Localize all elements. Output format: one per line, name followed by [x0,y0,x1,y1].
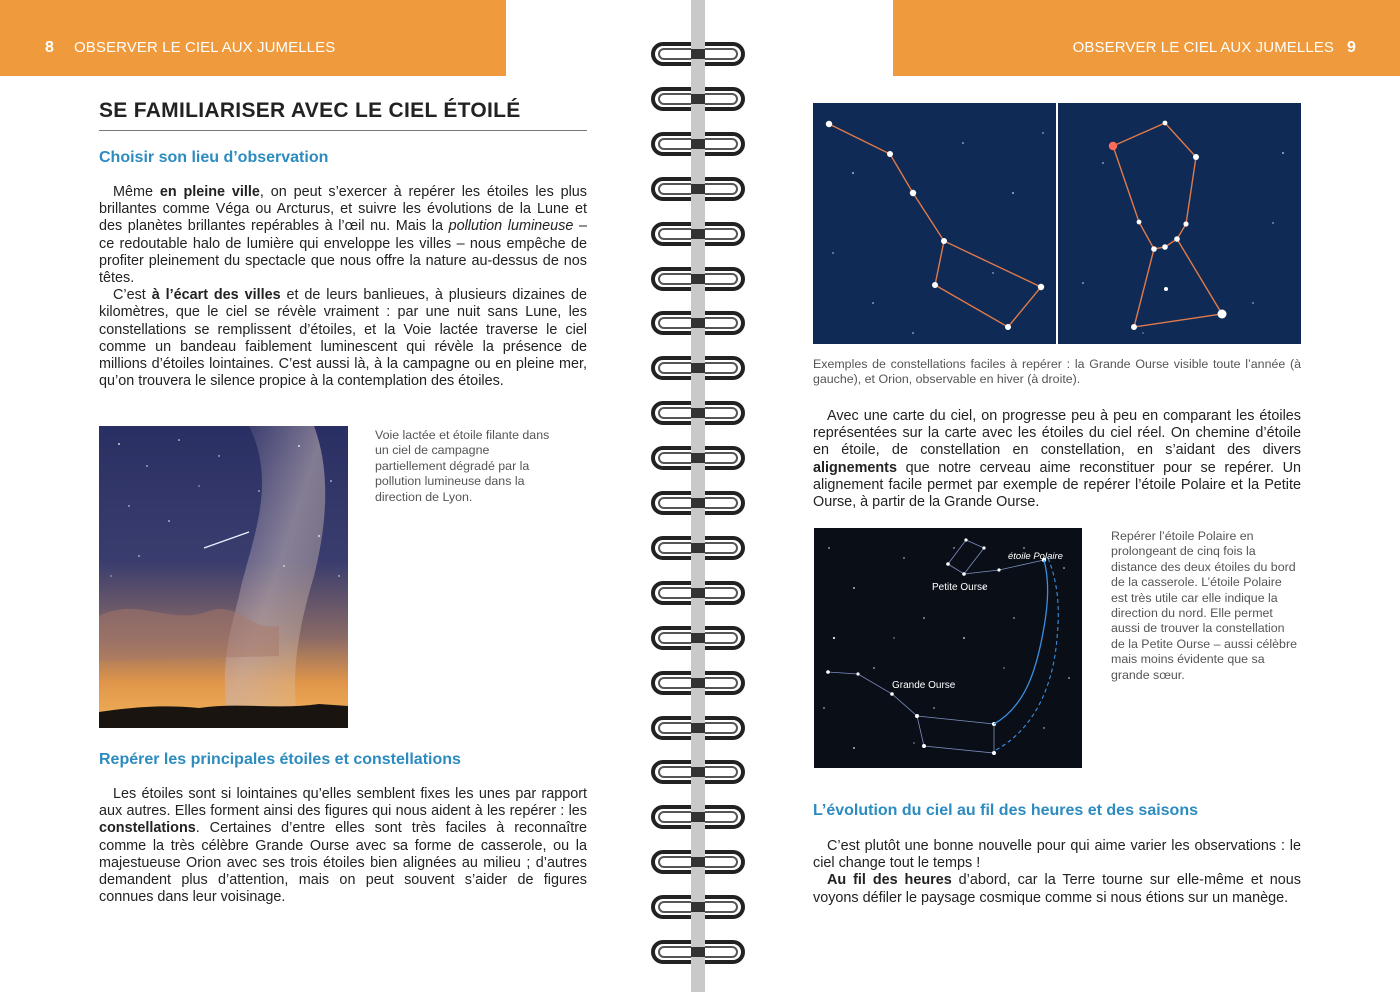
section-heading-observation: Choisir son lieu d’observation [99,149,329,166]
binding-ring [651,444,745,472]
polaris-caption: Repérer l’étoile Polaire en prolongeant de cinq fois la distance des deux étoiles du bord de la casserole. L’étoile Polaire est très utile car elle indique la direction du nord. Elle permet aussi de trouver la constellation de la Petite Ourse – aussi célèbre mais moins évidente que sa grande sœur. [1111,529,1297,682]
text-observation [99,184,587,390]
binding-ring [651,130,745,158]
binding-ring [651,893,745,921]
label-petite-ourse: Petite Ourse [932,582,988,593]
section-heading-constellations: Repérer les principales étoiles et constellations [99,751,461,768]
label-polaris: étoile Polaire [1008,551,1063,562]
constellations-caption: Exemples de constellations faciles à repérer : la Grande Ourse visible toute l’année (à gauche), et Orion, observable en hiver (à droite). [813,357,1301,387]
paragraph: Avec une carte du ciel, on progresse peu à peu en comparant les étoiles représentées sur la carte avec les étoiles du ciel réel. On chemine d’étoile en étoile, de constellation en constellation, en s’aidant des divers alignements que notre cerveau aime reconstituer pour se repérer. Un alignement facile permet par exemple de repérer l’étoile Polaire et la Petite Ourse, à partir de la Grande Ourse. [813,408,1301,511]
header-title-right: OBSERVER LE CIEL AUX JUMELLES [1072,39,1334,56]
binding-ring [651,714,745,742]
binding-ring [651,669,745,697]
binding-ring [651,309,745,337]
binding-ring [651,848,745,876]
page-title: SE FAMILIARISER AVEC LE CIEL ÉTOILÉ [99,99,587,131]
binding-ring [651,803,745,831]
binding-ring [651,40,745,68]
text-constellations [99,786,587,906]
binding-ring [651,175,745,203]
page-number-left: 8 [45,39,54,56]
constellations-image [813,103,1301,344]
paragraph: Même en pleine ville, on peut s’exercer à repérer les étoiles les plus brillantes comme Véga ou Arcturus, et suivre les évolutions de la Lune et des planètes brillantes repérables à l’œil nu. Mais la pollution lumineuse – ce redoutable halo de lumière qui enveloppe les villes – nous empêche de profiter pleinement du spectacle que nous offre la nature au-dessus de nos têtes. [99,184,587,287]
binding-ring [651,354,745,382]
header-right [893,0,1400,76]
paragraph: Les étoiles sont si lointaines qu’elles semblent fixes les unes par rapport aux autres. Elles forment ainsi des figures qui nous aident à les repérer : les constellations. Certaines d’entre elles sont très faciles à reconnaître comme la très célèbre Grande Ourse avec sa forme de casserole, ou la majestueuse Orion avec ses trois étoiles bien alignées au milieu ; d’autres demandent plus d’attention, mais on peut souvent s’aider de figures connues dans leur voisinage. [99,786,587,906]
text-evolution [813,838,1301,907]
polaris-finder-image [814,528,1082,768]
binding-ring [651,624,745,652]
binding-ring [651,265,745,293]
binding-ring [651,534,745,562]
binding-ring [651,399,745,427]
photo-caption: Voie lactée et étoile filante dans un ciel de campagne partiellement dégradé par la pollution lumineuse dans la direction de Lyon. [375,428,550,504]
text-star-chart [813,408,1301,511]
milky-way-photo [99,426,348,728]
binding-ring [651,220,745,248]
paragraph: C’est plutôt une bonne nouvelle pour qui aime varier les observations : le ciel change tout le temps ! [813,838,1301,872]
header-left [0,0,506,76]
label-grande-ourse: Grande Ourse [892,680,956,691]
binding-ring [651,85,745,113]
page-number-right: 9 [1347,39,1356,56]
header-title-left: OBSERVER LE CIEL AUX JUMELLES [74,39,336,56]
binding-ring [651,758,745,786]
binding-ring [651,938,745,966]
binding-ring [651,579,745,607]
paragraph: Au fil des heures d’abord, car la Terre tourne sur elle-même et nous voyons défiler le paysage cosmique comme si nous étions sur un manège. [813,872,1301,906]
paragraph: C’est à l’écart des villes et de leurs banlieues, à plusieurs dizaines de kilomètres, que le ciel se révèle vraiment : par une nuit sans Lune, les constellations se remplissent d’étoiles, et la Voie lactée traverse le ciel comme un bandeau faiblement luminescent qui révèle la présence de millions d’étoiles lointaines. C’est aussi là, à la campagne ou en pleine mer, qu’on trouvera le silence propice à la contemplation des étoiles. [99,287,587,390]
section-heading-evolution: L’évolution du ciel au fil des heures et des saisons [813,802,1198,819]
binding-ring [651,489,745,517]
